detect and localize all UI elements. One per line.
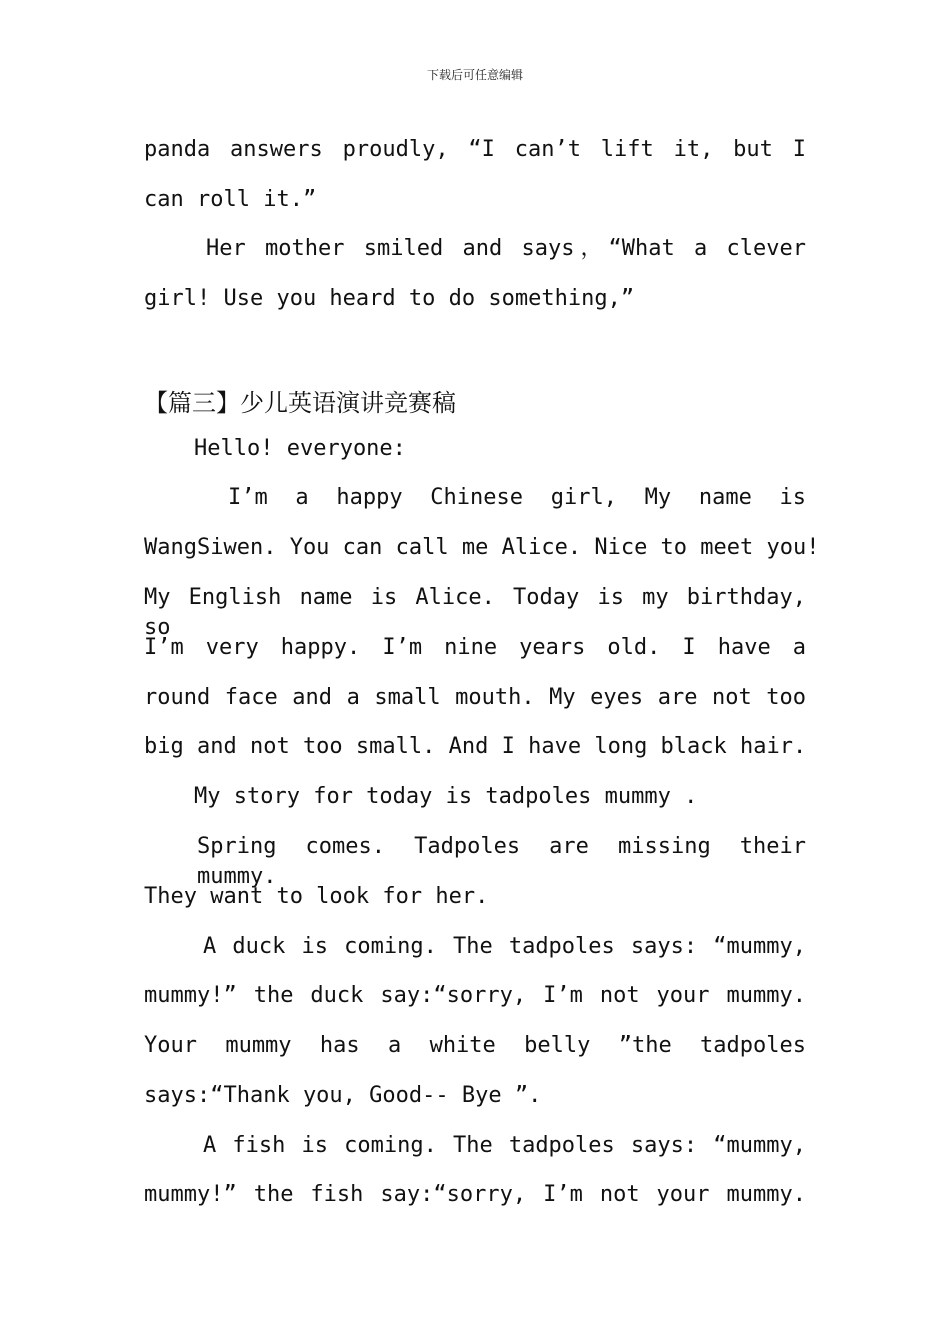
text-line: mummy!” the duck say:“sorry, I’m not your mummy. (144, 983, 806, 1008)
text-line: My story for today is tadpoles mummy . (194, 784, 698, 809)
text-line: Your mummy has a white belly ”the tadpoles (144, 1033, 806, 1058)
text-line: A fish is coming. The tadpoles says: “mummy, (203, 1133, 806, 1158)
text-line: can roll it.” (144, 187, 317, 212)
section-heading: 【篇三】少儿英语演讲竞赛稿 (144, 389, 456, 417)
text-line: girl! Use you heard to do something,” (144, 286, 635, 311)
text-line: big and not too small. And I have long black hair. (144, 734, 807, 759)
text-line: I’m a happy Chinese girl, My name is (228, 485, 806, 510)
text-line: round face and a small mouth. My eyes are not too (144, 685, 806, 710)
text-line: I’m very happy. I’m nine years old. I have a (144, 635, 806, 660)
text-line: Her mother smiled and says，“What a clever (206, 236, 806, 261)
page-header: 下载后可任意编辑 (426, 68, 523, 82)
text-line: Hello! everyone: (194, 436, 406, 461)
text-line: mummy!” the fish say:“sorry, I’m not your mummy. (144, 1182, 806, 1207)
text-line: WangSiwen. You can call me Alice. Nice to meet you! (144, 535, 820, 560)
text-line: My English name is Alice. Today is my birthday, so (144, 585, 806, 640)
text-line: A duck is coming. The tadpoles says: “mummy, (203, 934, 806, 959)
text-line: They want to look for her. (144, 884, 489, 909)
text-line: panda answers proudly, “I can’t lift it, but I (144, 137, 806, 162)
text-line: Spring comes. Tadpoles are missing their mummy. (197, 834, 806, 889)
text-line: says:“Thank you, Good-- Bye ”. (144, 1083, 542, 1108)
